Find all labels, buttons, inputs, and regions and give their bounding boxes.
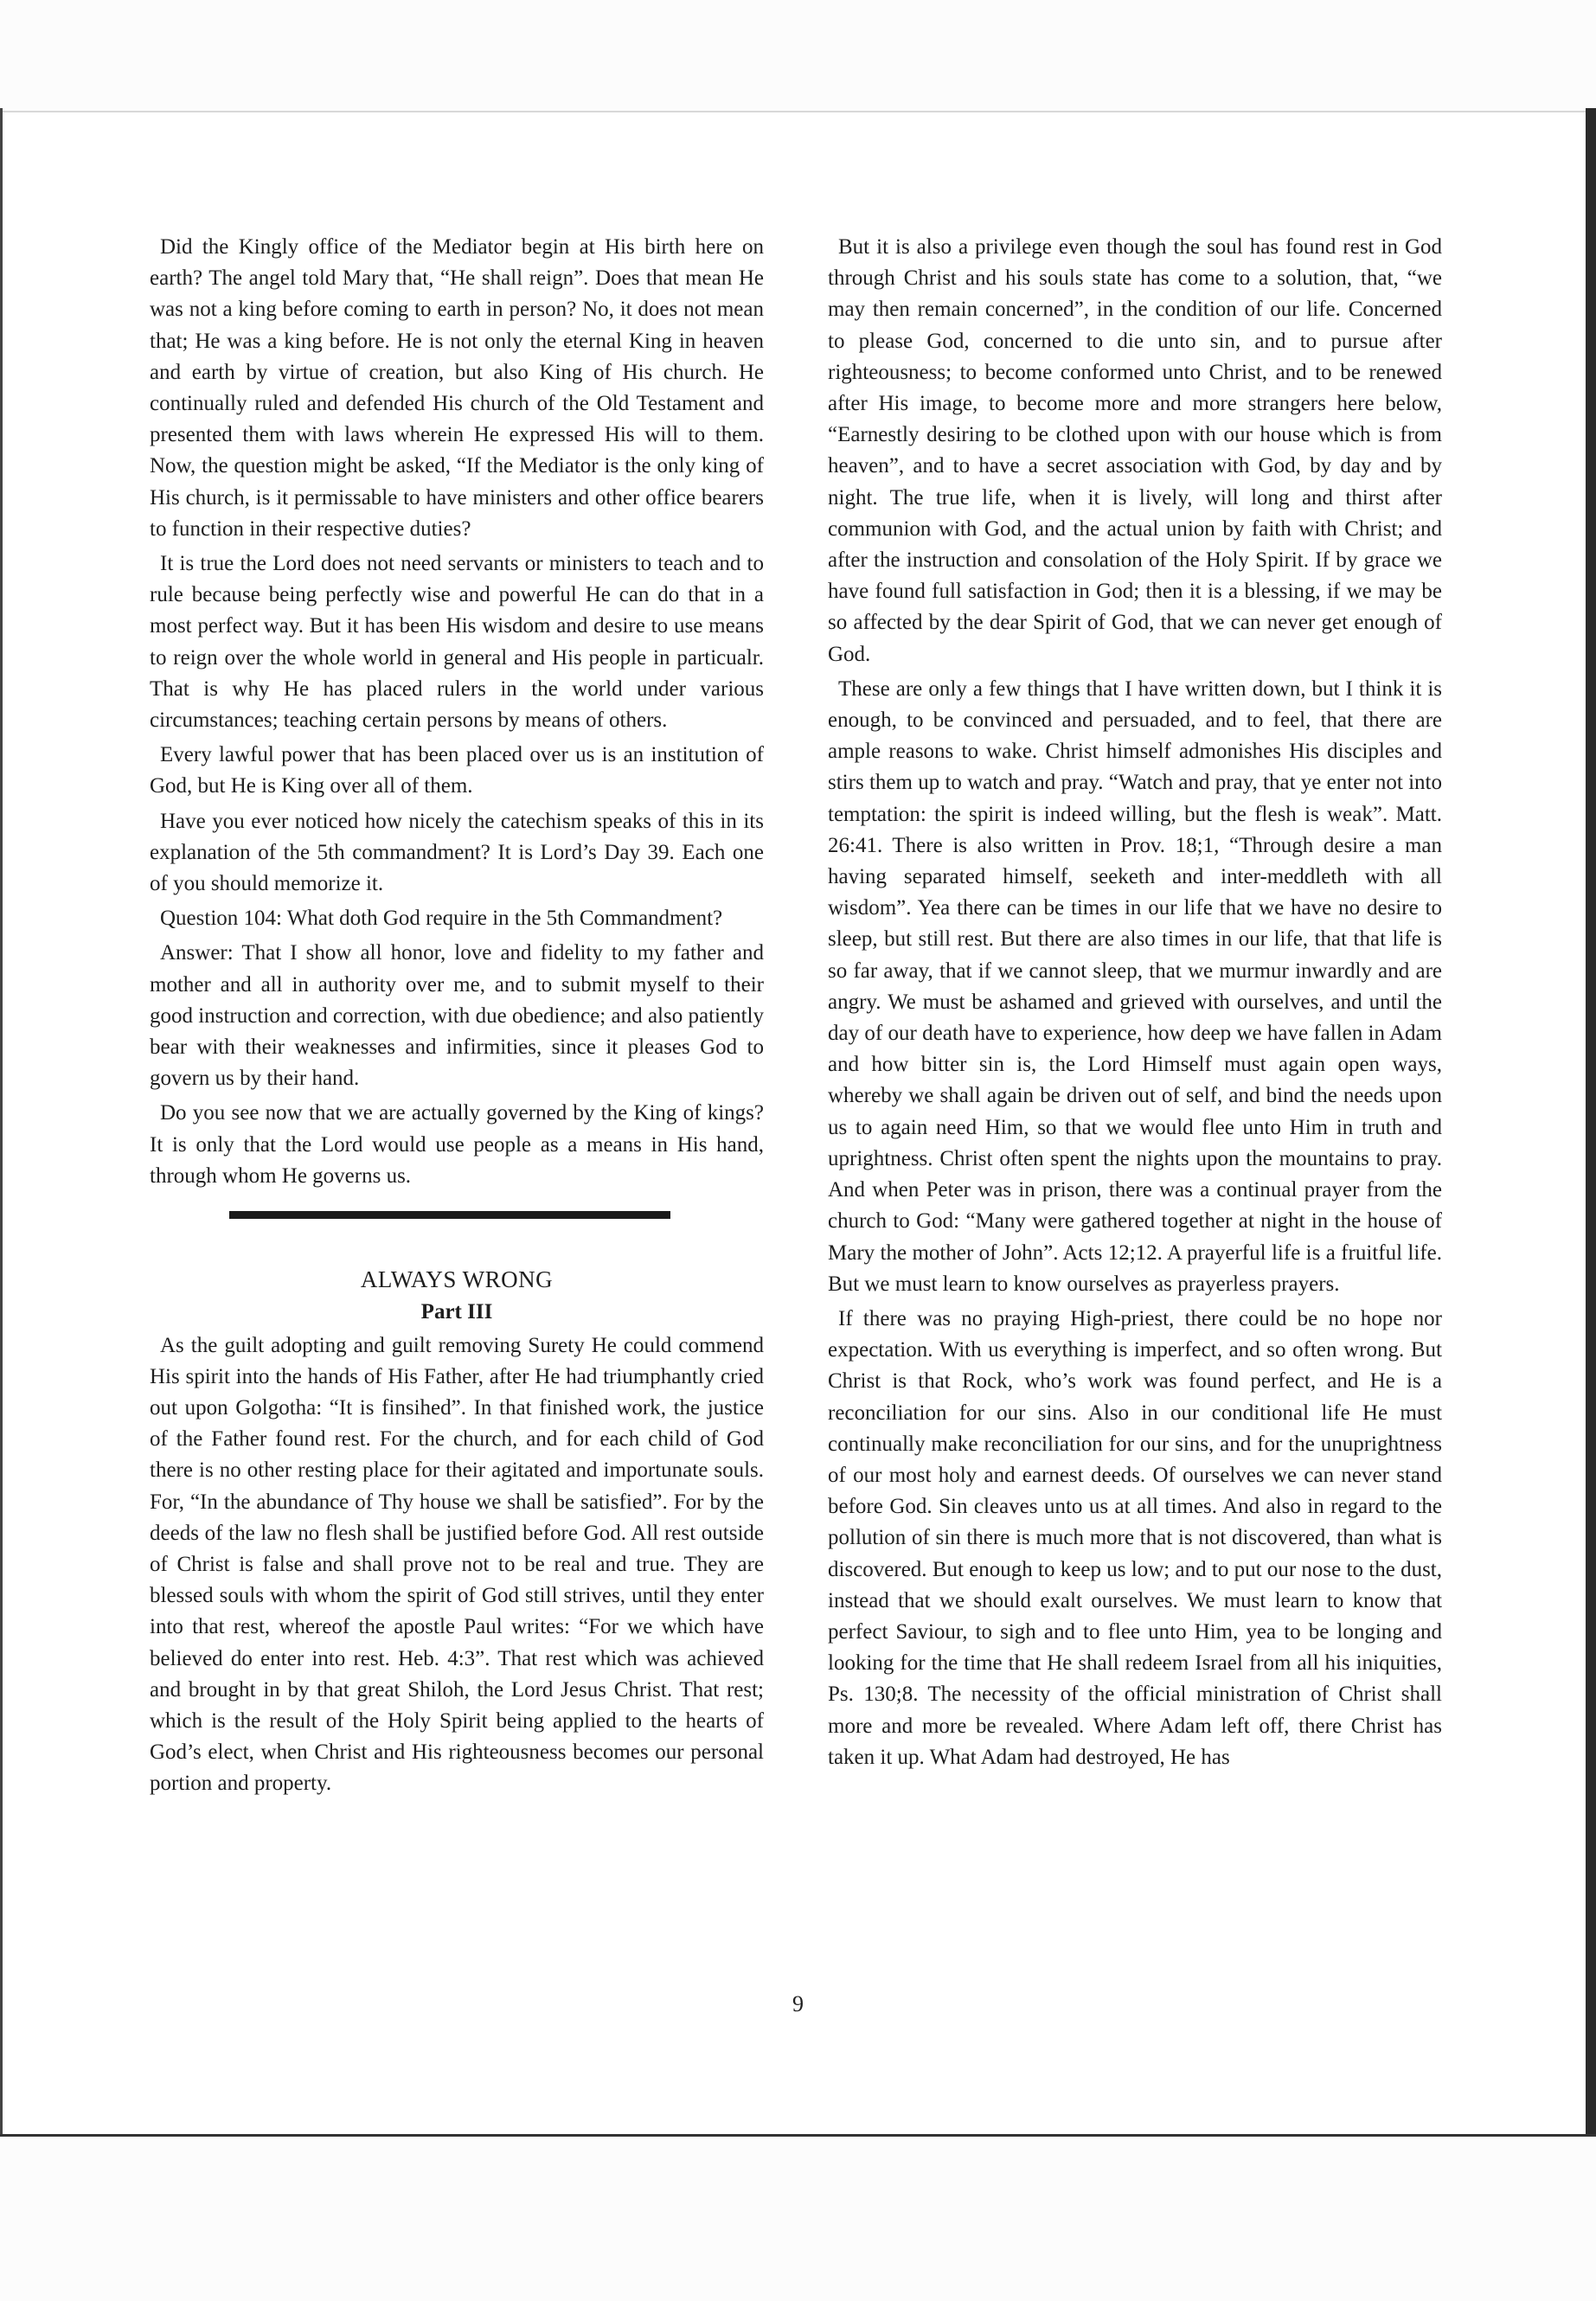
paragraph: Question 104: What doth God require in the 5th Commandment? bbox=[160, 907, 723, 931]
scan-right-edge bbox=[1586, 108, 1596, 2137]
paragraph: Do you see now that we are actually governed by the King of kings? It is only that the Lord would use people as a means in His hand, through whom He governs us. bbox=[150, 1101, 764, 1188]
right-column bbox=[828, 232, 1442, 1777]
scan-left-edge bbox=[0, 108, 3, 2137]
paragraph: These are only a few things that I have written down, but I think it is enough, to be convinced and persuaded, and to feel, that there are ample reasons to wake. Christ himself admonishes His disciples and stirs them up to watch and pray. “Watch and pray, that ye enter not into temptation: the spirit is indeed willing, but the flesh is weak”. Matt. 26:41. There is also written in Prov. 18;1, “Through desire a man having separated himself, seeketh and inter-meddleth with all wisdom”. Yea there can be times in our life that we have no desire to sleep, but still rest. But there are also times in our life, that that life is so far away, that if we cannot sleep, that we murmur inwardly and are angry. We must be ashamed and grieved with ourselves, and until the day of our death have to experience, how deep we have fallen in Adam and how bitter sin is, the Lord Himself must again open ways, whereby we shall again be driven out of self, and bind the needs upon us to again need Him, so that we would flee unto Him in truth and uprightness. Christ often spent the nights upon the mountains to pray. And when Peter was in prison, there was a continual prayer from the church to God: “Many were gathered together at night in the house of Mary the mother of John”. Acts 12;12. A prayerful life is a fruitful life. But we must learn to know ourselves as prayerless prayers. bbox=[828, 676, 1442, 1296]
paragraph: Have you ever noticed how nicely the catechism speaks of this in its explanation of the 5th commandment? It is Lord’s Day 39. Each one of you should memorize it. bbox=[150, 809, 764, 896]
paragraph: But it is also a privilege even though the soul has found rest in God through Christ and his souls state has come to a solution, that, “we may then remain concerned”, in the condition of our life. Concerned to please God, concerned to die unto sin, and to pursue after righteousness; to become conformed unto Christ, and to be renewed after His image, to become more and more strangers here below, “Earnestly desiring to be clothed upon with our house which is from heaven”, and to have a secret association with God, by day and by night. The true life, when it is lively, will long and thirst after communion with God, and the actual union by faith with Christ; and after the instruction and consolation of the Holy Spirit. If by grace we have found full satisfaction in God; then it is a blessing, if we may be so affected by the dear Spirit of God, that we can never get enough of God. bbox=[828, 235, 1442, 666]
paragraph: Answer: That I show all honor, love and fidelity to my father and mother and all in authority over me, and to submit myself to their good instruction and correction, with due obedience; and also patiently bear with their weaknesses and infirmities, since it pleases God to govern us by their hand. bbox=[150, 941, 764, 1091]
paragraph: If there was no praying High-priest, there could be no hope nor expectation. With us everything is imperfect, and so often wrong. But Christ is that Rock, who’s work was found perfect, and He is a reconciliation for our sins. Also in our conditional life He must continually make reconciliation for our sins, and for the unuprightness of our most holy and earnest deeds. Of ourselves we can never stand before God. Sin cleaves unto us at all times. And also in regard to the pollution of sin there is much more that is not discovered, than what is discovered. But enough to keep us low; and to put our nose to the dust, instead that we should exalt ourselves. We must learn to know that perfect Saviour, to sigh and to flee unto Him, yea to be longing and looking for the time that He shall redeem Israel from all his iniquities, Ps. 130;8. The necessity of the official ministration of Christ shall more and more be revealed. Where Adam left off, there Christ has taken it up. What Adam had destroyed, He has bbox=[828, 1306, 1442, 1769]
paragraph: It is true the Lord does not need servants or ministers to teach and to rule because being perfectly wise and powerful He can do that in a most perfect way. But it has been His wisdom and desire to use means to reign over the whole world in general and His people in particualr. That is why He has placed rulers in the world under various circumstances; teaching certain persons by means of others. bbox=[150, 552, 764, 733]
left-column bbox=[150, 232, 764, 1804]
section-subtitle: Part III bbox=[420, 1300, 493, 1324]
scan-top-margin bbox=[0, 0, 1596, 112]
section-title: ALWAYS WRONG bbox=[360, 1266, 554, 1293]
page-number: 9 bbox=[792, 1991, 804, 2016]
scan-bottom-margin bbox=[0, 2134, 1596, 2301]
paragraph: As the guilt adopting and guilt removing Surety He could commend His spirit into the hands of His Father, after He had triumphantly cried out upon Golgotha: “It is finsihed”. In that finished work, the justice of the Father found rest. For the church, and for each child of God there is no other resting place for their agitated and importunate souls. For, “In the abundance of Thy house we shall be satisfied”. For by the deeds of the law no flesh shall be justified before God. All rest outside of Christ is false and shall prove not to be real and true. They are blessed souls with whom the spirit of God still strives, until they enter into that rest, whereof the apostle Paul writes: “For we which have believed do enter into rest. Heb. 4:3”. That rest which was achieved and brought in by that great Shiloh, the Lord Jesus Christ. That rest; which is the result of the Holy Spirit being applied to the hearts of God’s elect, when Christ and His righteousness becomes our personal portion and property. bbox=[150, 1333, 764, 1796]
paragraph: Did the Kingly office of the Mediator begin at His birth here on earth? The angel told Mary that, “He shall reign”. Does that mean He was not a king before coming to earth in person? No, it does not mean that; He was a king before. He is not only the eternal King in heaven and earth by virtue of creation, but also King of His church. He continually ruled and defended His church of the Old Testament and presented them with laws wherein He expressed His will to them. Now, the question might be asked, “If the Mediator is the only king of His church, is it permissable to have ministers and other office bearers to function in their respective duties? bbox=[150, 235, 764, 541]
paragraph: Every lawful power that has been placed over us is an institution of God, but He is King over all of them. bbox=[150, 743, 764, 798]
section-divider bbox=[229, 1211, 670, 1219]
